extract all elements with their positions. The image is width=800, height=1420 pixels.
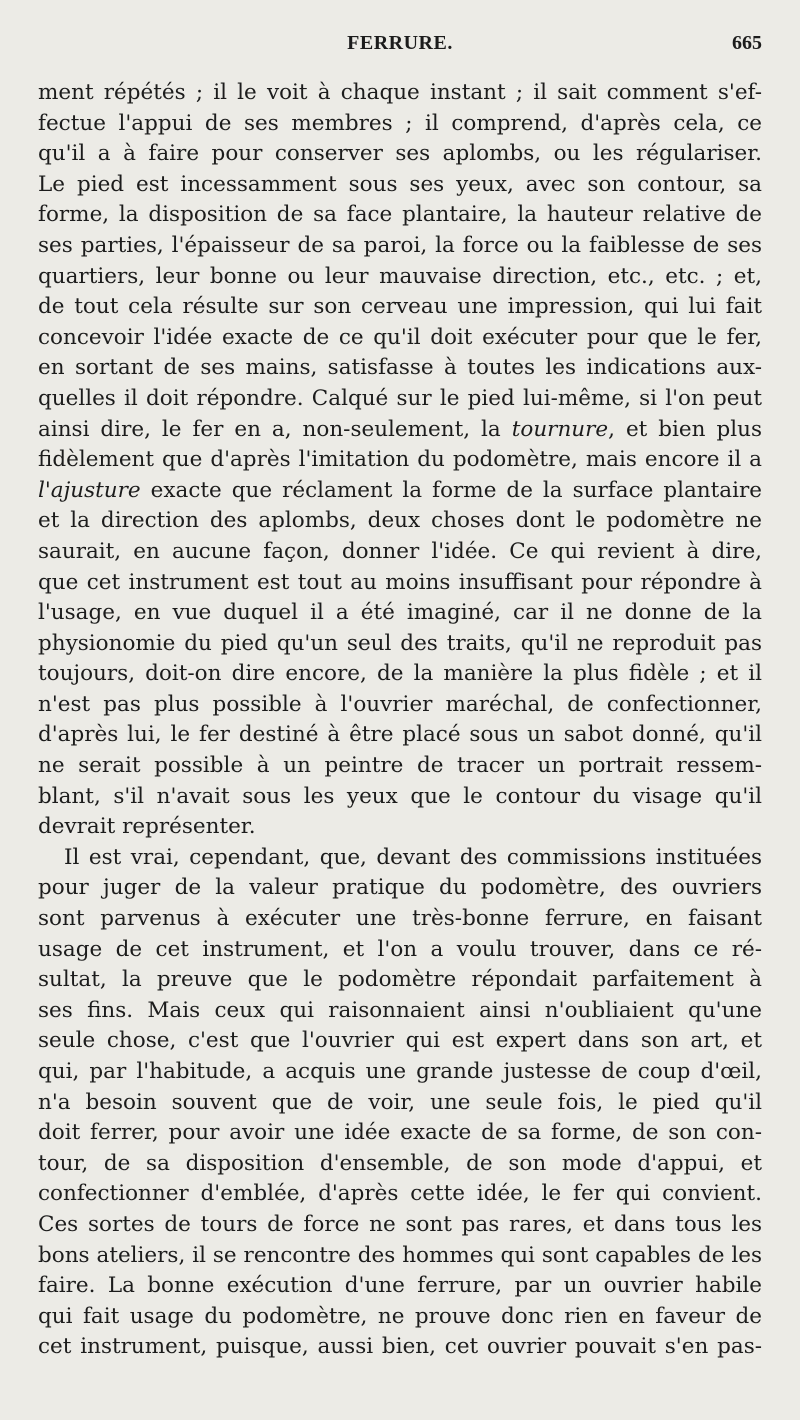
text-line bbox=[38, 476, 762, 507]
text-segment: qui fait usage du podomètre, ne prouve donc rien en faveur de bbox=[38, 1303, 762, 1329]
text-line bbox=[38, 1302, 762, 1333]
text-segment: cet instrument, puisque, aussi bien, cet ouvrier pouvait s'en pas- bbox=[38, 1334, 762, 1360]
paragraph bbox=[38, 78, 762, 843]
text-line bbox=[38, 629, 762, 660]
italic-term: tournure bbox=[511, 416, 609, 442]
text-line bbox=[38, 231, 762, 262]
text-segment: seule chose, c'est que l'ouvrier qui est expert dans son art, et bbox=[38, 1028, 762, 1054]
text-segment: quelles il doit répondre. Calqué sur le pied lui-même, si l'on peut bbox=[38, 385, 762, 411]
text-line bbox=[38, 109, 762, 140]
text-segment: blant, s'il n'avait sous les yeux que le contour du visage qu'il bbox=[38, 783, 762, 809]
text-line bbox=[38, 1241, 762, 1272]
italic-term: l'ajusture bbox=[38, 477, 141, 503]
text-line bbox=[38, 720, 762, 751]
text-line bbox=[38, 139, 762, 170]
text-segment: n'a besoin souvent que de voir, une seule fois, le pied qu'il bbox=[38, 1089, 762, 1115]
text-segment: ses parties, l'épaisseur de sa paroi, la force ou la faiblesse de ses bbox=[38, 232, 762, 258]
text-line bbox=[38, 598, 762, 629]
text-segment: bons ateliers, il se rencontre des hommes qui sont capables de les bbox=[38, 1242, 762, 1268]
text-segment: ne serait possible à un peintre de tracer un portrait ressem- bbox=[38, 753, 762, 779]
text-segment: sont parvenus à exécuter une très-bonne ferrure, en faisant bbox=[38, 906, 762, 932]
text-line bbox=[38, 1332, 762, 1363]
text-line bbox=[38, 1179, 762, 1210]
text-segment: confectionner d'emblée, d'après cette idée, le fer qui convient. bbox=[38, 1181, 762, 1207]
text-line bbox=[38, 353, 762, 384]
text-line bbox=[38, 506, 762, 537]
text-segment: forme, la disposition de sa face plantaire, la hauteur relative de bbox=[38, 202, 762, 228]
text-line bbox=[38, 200, 762, 231]
text-line bbox=[38, 262, 762, 293]
text-segment: n'est pas plus possible à l'ouvrier maréchal, de confectionner, bbox=[38, 691, 762, 717]
text-segment: fidèlement que d'après l'imitation du podomètre, mais encore il a bbox=[38, 447, 762, 473]
text-line bbox=[38, 384, 762, 415]
text-segment: exacte que réclament la forme de la surface plantaire bbox=[140, 477, 762, 503]
text-segment: doit ferrer, pour avoir une idée exacte de sa forme, de son con- bbox=[38, 1120, 762, 1146]
text-segment: Ces sortes de tours de force ne sont pas rares, et dans tous les bbox=[38, 1211, 762, 1237]
text-line bbox=[38, 1026, 762, 1057]
text-segment: d'après lui, le fer destiné à être placé sous un sabot donné, qu'il bbox=[38, 722, 762, 748]
text-line bbox=[38, 690, 762, 721]
text-line bbox=[38, 935, 762, 966]
text-line bbox=[38, 415, 762, 446]
text-line bbox=[38, 965, 762, 996]
text-line bbox=[38, 537, 762, 568]
text-segment: , et bien plus bbox=[608, 416, 762, 442]
text-line bbox=[38, 1057, 762, 1088]
text-segment: devrait représenter. bbox=[38, 814, 256, 840]
paragraph bbox=[38, 843, 762, 1363]
text-segment: pour juger de la valeur pratique du podomètre, des ouvriers bbox=[38, 875, 762, 901]
text-line bbox=[38, 1088, 762, 1119]
text-line bbox=[38, 751, 762, 782]
text-line bbox=[38, 78, 762, 109]
text-segment: en sortant de ses mains, satisfasse à toutes les indications aux- bbox=[38, 355, 762, 381]
text-line bbox=[38, 904, 762, 935]
text-segment: Il est vrai, cependant, que, devant des commissions instituées bbox=[64, 844, 762, 870]
text-line bbox=[38, 1149, 762, 1180]
text-segment: l'usage, en vue duquel il a été imaginé, car il ne donne de la bbox=[38, 600, 762, 626]
text-segment: ses fins. Mais ceux qui raisonnaient ainsi n'oubliaient qu'une bbox=[38, 997, 762, 1023]
text-segment: qu'il a à faire pour conserver ses aplombs, ou les régulariser. bbox=[38, 141, 762, 167]
text-line bbox=[38, 323, 762, 354]
text-line bbox=[38, 996, 762, 1027]
text-line bbox=[38, 568, 762, 599]
text-segment: usage de cet instrument, et l'on a voulu trouver, dans ce ré- bbox=[38, 936, 762, 962]
text-segment: que cet instrument est tout au moins insuffisant pour répondre à bbox=[38, 569, 762, 595]
text-segment: Le pied est incessamment sous ses yeux, avec son contour, sa bbox=[38, 171, 762, 197]
page-number: 665 bbox=[732, 32, 762, 54]
text-line bbox=[38, 445, 762, 476]
running-head bbox=[38, 30, 762, 70]
text-line bbox=[38, 1118, 762, 1149]
text-line bbox=[38, 292, 762, 323]
text-line bbox=[38, 1210, 762, 1241]
text-line bbox=[38, 170, 762, 201]
text-segment: ainsi dire, le fer en a, non-seulement, la bbox=[38, 416, 512, 442]
chapter-title: FERRURE. bbox=[347, 32, 453, 54]
text-line bbox=[38, 873, 762, 904]
text-segment: et la direction des aplombs, deux choses dont le podomètre ne bbox=[38, 508, 762, 534]
text-line bbox=[38, 782, 762, 813]
text-segment: fectue l'appui de ses membres ; il comprend, d'après cela, ce bbox=[38, 110, 762, 136]
text-segment: saurait, en aucune façon, donner l'idée. Ce qui revient à dire, bbox=[38, 538, 762, 564]
text-segment: qui, par l'habitude, a acquis une grande justesse de coup d'œil, bbox=[38, 1059, 762, 1084]
text-segment: faire. La bonne exécution d'une ferrure, par un ouvrier habile bbox=[38, 1273, 762, 1299]
text-line bbox=[38, 659, 762, 690]
text-segment: concevoir l'idée exacte de ce qu'il doit exécuter pour que le fer, bbox=[38, 324, 762, 350]
text-segment: de tout cela résulte sur son cerveau une impression, qui lui fait bbox=[38, 294, 762, 320]
text-segment: toujours, doit-on dire encore, de la manière la plus fidèle ; et il bbox=[38, 661, 762, 687]
body-text bbox=[38, 78, 762, 1363]
text-segment: sultat, la preuve que le podomètre répondait parfaitement à bbox=[38, 967, 762, 993]
text-segment: ment répétés ; il le voit à chaque instant ; il sait comment s'ef- bbox=[38, 80, 762, 105]
text-segment: physionomie du pied qu'un seul des traits, qu'il ne reproduit pas bbox=[38, 630, 762, 656]
text-segment: quartiers, leur bonne ou leur mauvaise direction, etc., etc. ; et, bbox=[38, 263, 762, 289]
text-line bbox=[38, 843, 762, 874]
text-segment: tour, de sa disposition d'ensemble, de son mode d'appui, et bbox=[38, 1150, 762, 1176]
text-line bbox=[38, 812, 762, 843]
text-line bbox=[38, 1271, 762, 1302]
